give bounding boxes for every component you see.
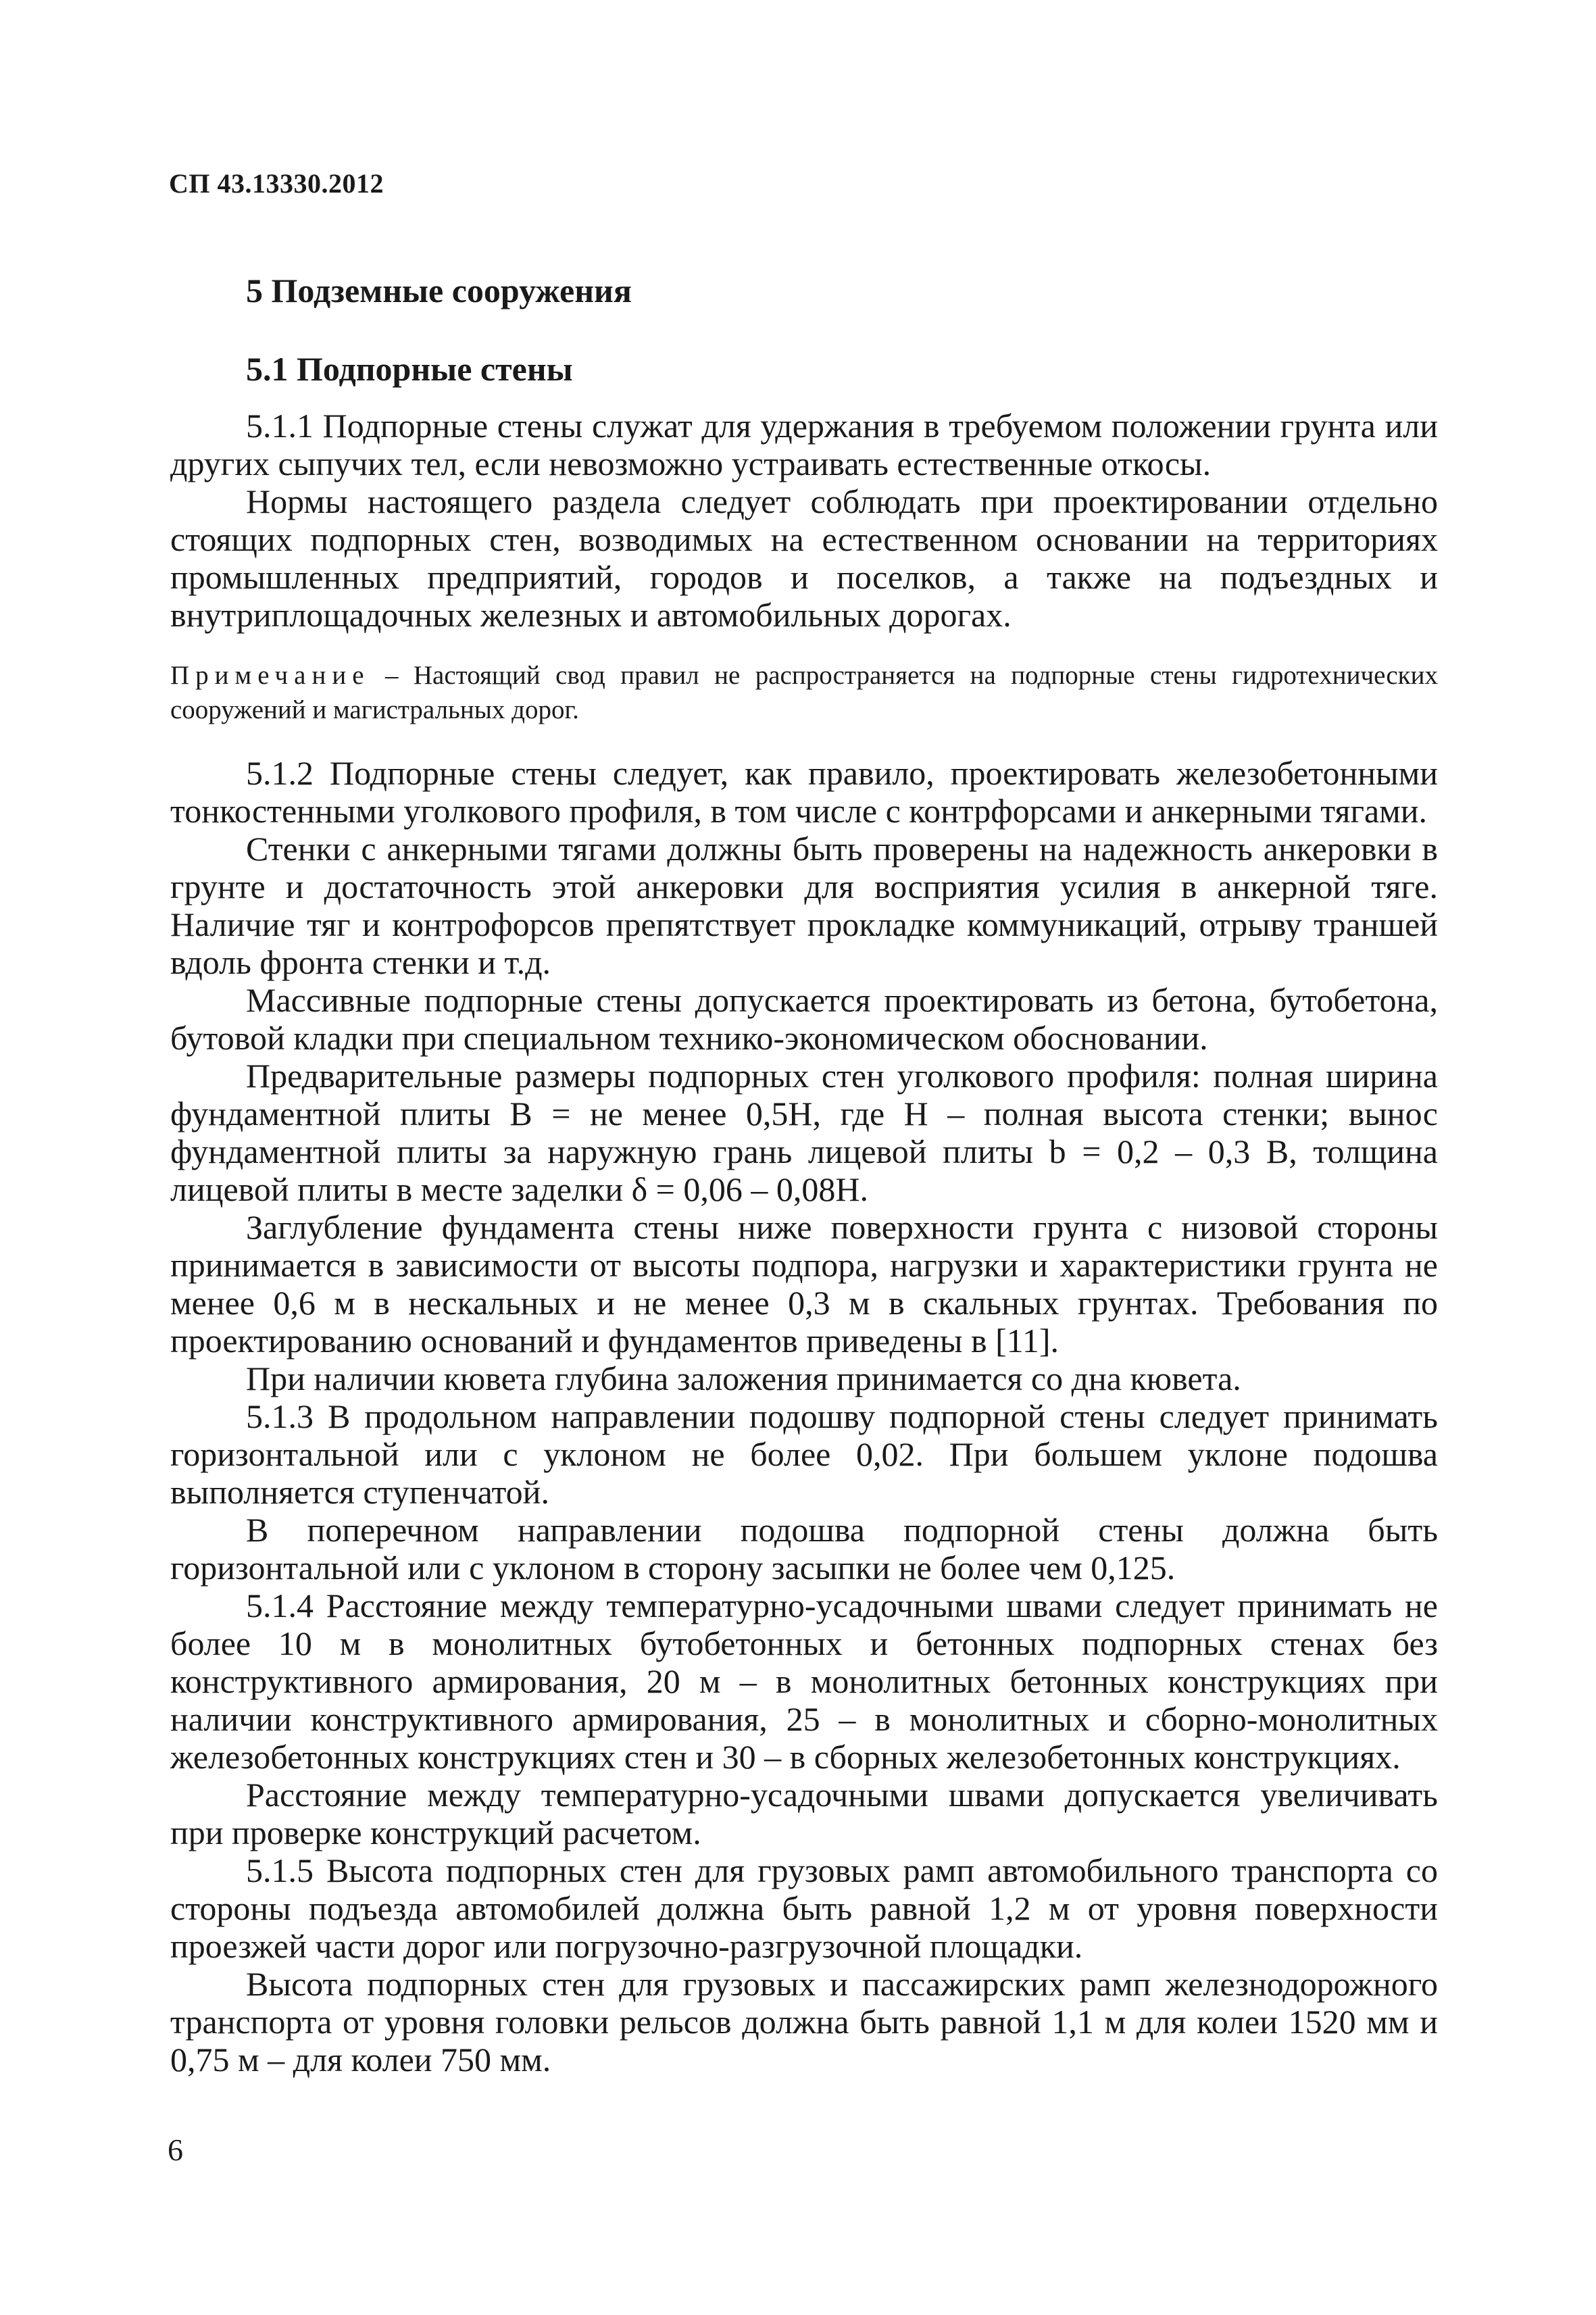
paragraph-5-1-2: 5.1.2 Подпорные стены следует, как правило, проектировать железобетонными тонкостенными уголкового профиля, в том числе с контрфорсами и анкерными тягами. — [170, 754, 1438, 830]
paragraph: При наличии кювета глубина заложения принимается со дна кювета. — [246, 1360, 1241, 1397]
paragraph-5-1-5: 5.1.5 Высота подпорных стен для грузовых рамп автомобильного транспорта со стороны подъезда автомобилей должна быть равной 1,2 м от уровня поверхности проезжей части дорог или погрузочно-разгрузочной площадки. — [170, 1851, 1438, 1965]
document-code: СП 43.13330.2012 — [169, 168, 384, 199]
paragraph: Нормы настоящего раздела следует соблюдать при проектировании отдельно стоящих подпорных стен, возводимых на естественном основании на территориях промышленных предприятий, городов и поселков, а также на подъездных и внутриплощадочных железных и автомобильных дорогах. — [170, 482, 1438, 634]
paragraph: В поперечном направлении подошва подпорной стены должна быть горизонтальной или с уклоном в сторону засыпки не более чем 0,125. — [170, 1511, 1438, 1587]
paragraph-5-1-3: 5.1.3 В продольном направлении подошву подпорной стены следует принимать горизонтальной или с уклоном не более 0,02. При большем уклоне подошва выполняется ступенчатой. — [170, 1397, 1438, 1511]
paragraph: Высота подпорных стен для грузовых и пассажирских рамп железнодорожного транспорта от уровня головки рельсов должна быть равной 1,1 м для колеи 1520 мм и 0,75 м – для колеи 750 мм. — [170, 1965, 1438, 2078]
note-label: Примечание — [170, 661, 370, 690]
paragraph: Стенки с анкерными тягами должны быть проверены на надежность анкеровки в грунте и достаточность этой анкеровки для восприятия усилия в анкерной тяге. Наличие тяг и контрофорсов препятствует прокладке коммуникаций, отрыву траншей вдоль фронта стенки и т.д. — [170, 830, 1438, 981]
section-title: 5 Подземные сооружения — [246, 272, 632, 309]
page-number: 6 — [168, 2133, 183, 2167]
paragraph-5-1-4: 5.1.4 Расстояние между температурно-усадочными швами следует принимать не более 10 м в монолитных бутобетонных и бетонных подпорных стенах без конструктивного армирования, 20 м – в монолитных бетонных конструкциях при наличии конструктивного армирования, 25 – в монолитных и сборно-монолитных железобетонных конструкциях стен и 30 – в сборных железобетонных конструкциях. — [170, 1587, 1438, 1776]
subsection-title: 5.1 Подпорные стены — [246, 350, 573, 388]
page-content — [170, 270, 1438, 2078]
note-text: – Настоящий свод правил не распространяется на подпорные стены гидротехнических сооружений и магистральных дорог. — [170, 661, 1438, 724]
note — [170, 658, 1438, 727]
paragraph-5-1-1: 5.1.1 Подпорные стены служат для удержания в требуемом положении грунта или других сыпучих тел, если невозможно устраивать естественные откосы. — [170, 407, 1438, 482]
paragraph: Предварительные размеры подпорных стен уголкового профиля: полная ширина фундаментной плиты B = не менее 0,5H, где H – полная высота стенки; вынос фундаментной плиты за наружную грань лицевой плиты b = 0,2 – 0,3 B, толщина лицевой плиты в месте заделки δ = 0,06 – 0,08H. — [170, 1057, 1438, 1208]
paragraph: Расстояние между температурно-усадочными швами допускается увеличивать при проверке конструкций расчетом. — [170, 1776, 1438, 1851]
paragraph: Массивные подпорные стены допускается проектировать из бетона, бутобетона, бутовой кладки при специальном технико-экономическом обосновании. — [170, 981, 1438, 1057]
paragraph: Заглубление фундамента стены ниже поверхности грунта с низовой стороны принимается в зависимости от высоты подпора, нагрузки и характеристики грунта не менее 0,6 м в нескальных и не менее 0,3 м в скальных грунтах. Требования по проектированию оснований и фундаментов приведены в [11]. — [170, 1208, 1438, 1360]
